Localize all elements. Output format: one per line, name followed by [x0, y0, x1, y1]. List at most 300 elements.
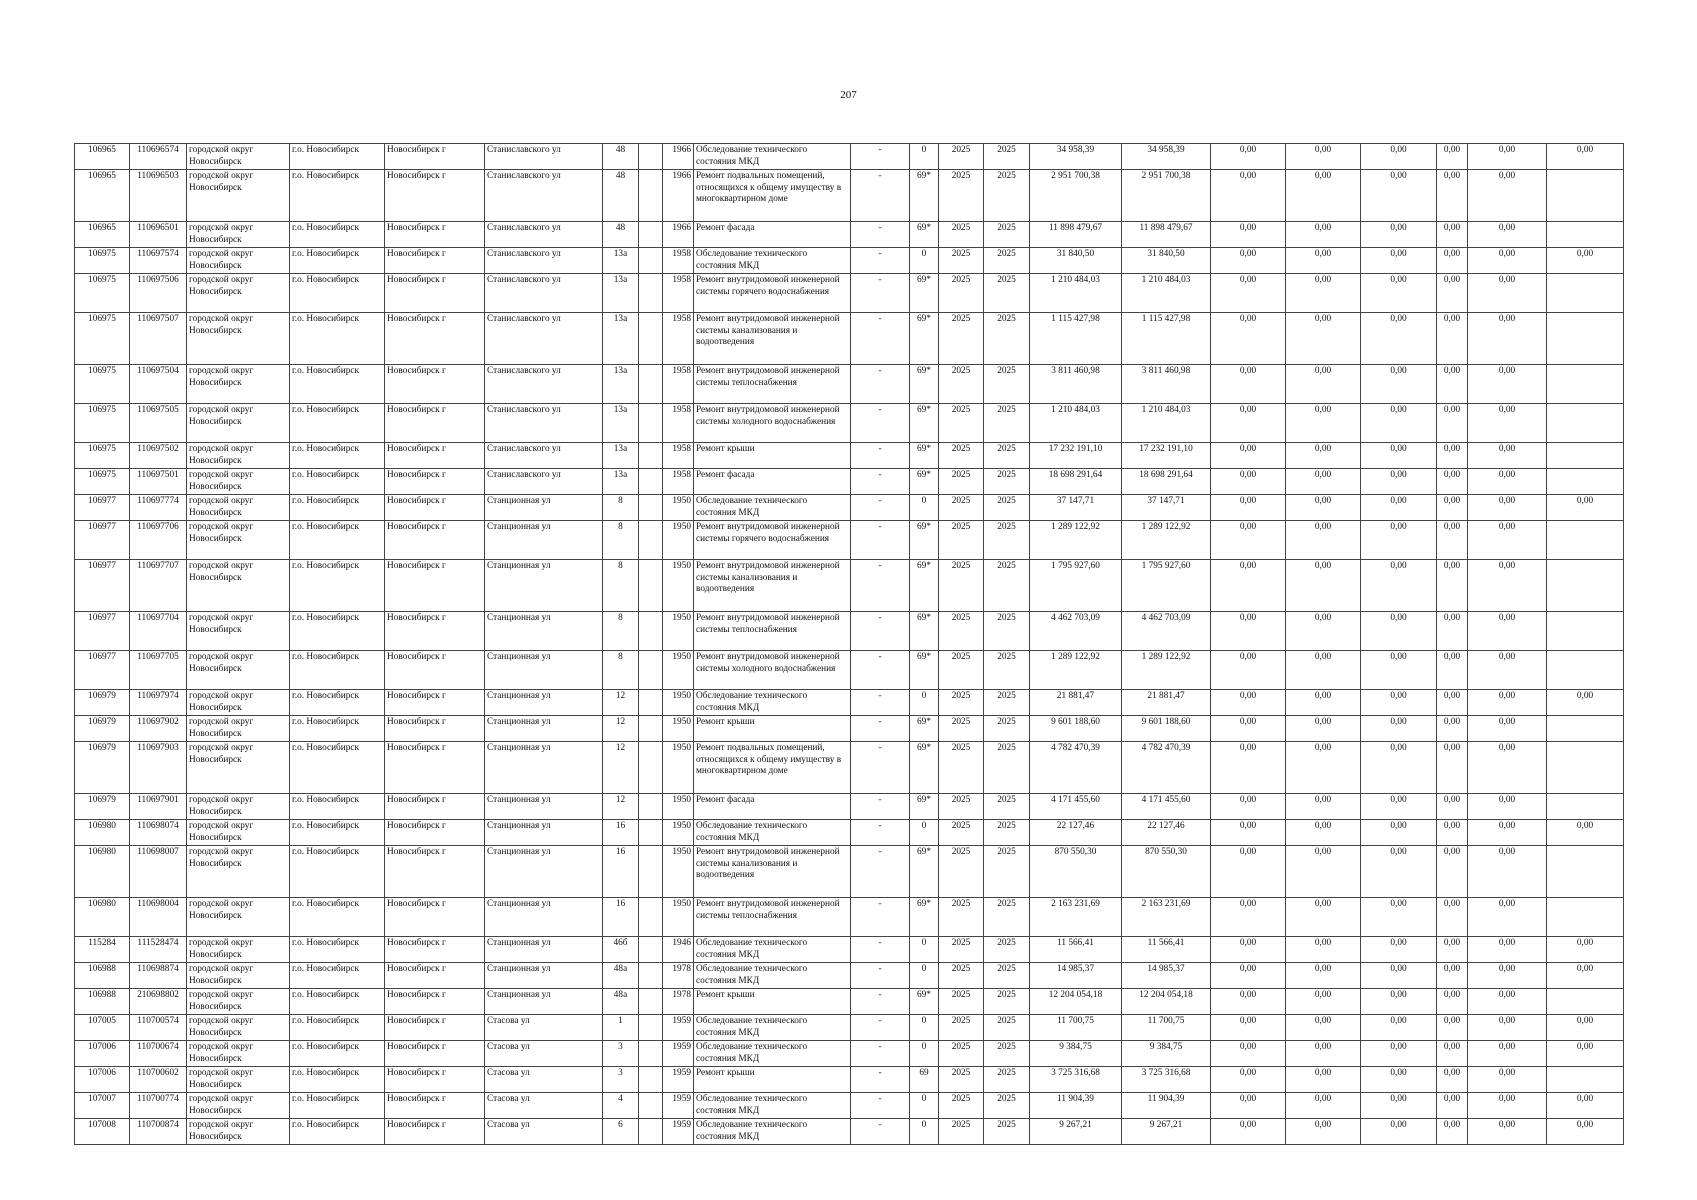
table-row: [75, 365, 1624, 404]
cell-work-id: 110697901: [130, 794, 187, 820]
cell-end-year: 2025: [984, 248, 1030, 274]
table-row: [75, 989, 1624, 1015]
cell-cost-a: 0,00: [1211, 469, 1286, 495]
cell-fund-cost: 870 550,30: [1122, 846, 1211, 898]
cell-house-number: 13а: [603, 248, 639, 274]
cell-work-id: 110696503: [130, 170, 187, 222]
cell-start-year: 2025: [939, 222, 984, 248]
cell-settlement-short: г.о. Новосибирск: [290, 443, 385, 469]
cell-built-year: 1950: [663, 716, 694, 742]
cell-total-cost: 9 267,21: [1030, 1119, 1122, 1145]
cell-building: [639, 612, 663, 651]
cell-house-number: 8: [603, 495, 639, 521]
cell-note: -: [851, 989, 910, 1015]
cell-start-year: 2025: [939, 937, 984, 963]
cell-building: [639, 1015, 663, 1041]
cell-cost-f: 0,00: [1547, 1015, 1624, 1041]
cell-cost-f: 0,00: [1547, 144, 1624, 170]
cell-rate: 69*: [910, 313, 939, 365]
cell-note: -: [851, 742, 910, 794]
cell-street: Стасова ул: [485, 1119, 603, 1145]
cell-house-id: 106975: [75, 248, 130, 274]
cell-cost-c: 0,00: [1361, 742, 1437, 794]
cell-street: Станиславского ул: [485, 248, 603, 274]
cell-building: [639, 1067, 663, 1093]
cell-work-id: 110697774: [130, 495, 187, 521]
cell-cost-a: 0,00: [1211, 1093, 1286, 1119]
cell-end-year: 2025: [984, 690, 1030, 716]
cell-building: [639, 222, 663, 248]
cell-cost-e: 0,00: [1468, 716, 1547, 742]
cell-house-number: 13а: [603, 469, 639, 495]
cell-work-type: Ремонт подвальных помещений, относящихся к общему имуществу в многоквартирном доме: [694, 170, 851, 222]
cell-start-year: 2025: [939, 521, 984, 560]
cell-note: -: [851, 521, 910, 560]
cell-work-type: Ремонт крыши: [694, 443, 851, 469]
cell-cost-b: 0,00: [1286, 898, 1361, 937]
cell-rate: 69*: [910, 651, 939, 690]
cell-house-number: 12: [603, 742, 639, 794]
cell-work-type: Ремонт внутридомовой инженерной системы канализования и водоотведения: [694, 560, 851, 612]
cell-work-type: Ремонт внутридомовой инженерной системы горячего водоснабжения: [694, 521, 851, 560]
cell-house-id: 106980: [75, 846, 130, 898]
cell-rate: 0: [910, 144, 939, 170]
cell-cost-a: 0,00: [1211, 443, 1286, 469]
cell-street: Станционная ул: [485, 612, 603, 651]
cell-cost-b: 0,00: [1286, 170, 1361, 222]
cell-built-year: 1958: [663, 469, 694, 495]
cell-cost-b: 0,00: [1286, 560, 1361, 612]
cell-total-cost: 11 898 479,67: [1030, 222, 1122, 248]
cell-fund-cost: 3 725 316,68: [1122, 1067, 1211, 1093]
cell-cost-f: 0,00: [1547, 1119, 1624, 1145]
cell-total-cost: 4 171 455,60: [1030, 794, 1122, 820]
cell-work-type: Ремонт внутридомовой инженерной системы канализования и водоотведения: [694, 313, 851, 365]
cell-cost-a: 0,00: [1211, 612, 1286, 651]
cell-cost-b: 0,00: [1286, 612, 1361, 651]
cell-cost-d: 0,00: [1437, 1015, 1468, 1041]
table-row: [75, 1119, 1624, 1145]
cell-building: [639, 651, 663, 690]
cell-end-year: 2025: [984, 794, 1030, 820]
cell-cost-f: [1547, 742, 1624, 794]
cell-street: Станиславского ул: [485, 443, 603, 469]
cell-municipality: городской округ Новосибирск: [187, 651, 290, 690]
cell-end-year: 2025: [984, 1041, 1030, 1067]
cell-fund-cost: 4 782 470,39: [1122, 742, 1211, 794]
cell-house-number: 3: [603, 1067, 639, 1093]
cell-settlement: Новосибирск г: [385, 963, 485, 989]
cell-cost-c: 0,00: [1361, 469, 1437, 495]
cell-settlement-short: г.о. Новосибирск: [290, 274, 385, 313]
cell-cost-f: [1547, 521, 1624, 560]
cell-cost-e: 0,00: [1468, 1015, 1547, 1041]
cell-cost-b: 0,00: [1286, 716, 1361, 742]
cell-settlement: Новосибирск г: [385, 222, 485, 248]
cell-cost-f: [1547, 1067, 1624, 1093]
table-body: [75, 144, 1624, 1145]
cell-work-type: Обследование технического состояния МКД: [694, 1015, 851, 1041]
cell-built-year: 1966: [663, 170, 694, 222]
cell-house-id: 107005: [75, 1015, 130, 1041]
cell-settlement-short: г.о. Новосибирск: [290, 937, 385, 963]
cell-work-type: Ремонт фасада: [694, 469, 851, 495]
cell-house-number: 13а: [603, 443, 639, 469]
cell-house-id: 106977: [75, 521, 130, 560]
cell-total-cost: 14 985,37: [1030, 963, 1122, 989]
cell-house-number: 1: [603, 1015, 639, 1041]
cell-municipality: городской округ Новосибирск: [187, 313, 290, 365]
cell-cost-d: 0,00: [1437, 1093, 1468, 1119]
cell-work-type: Ремонт внутридомовой инженерной системы теплоснабжения: [694, 898, 851, 937]
cell-cost-d: 0,00: [1437, 222, 1468, 248]
cell-cost-d: 0,00: [1437, 313, 1468, 365]
cell-building: [639, 365, 663, 404]
cell-house-id: 106975: [75, 443, 130, 469]
cell-end-year: 2025: [984, 313, 1030, 365]
cell-work-type: Ремонт фасада: [694, 794, 851, 820]
cell-cost-a: 0,00: [1211, 742, 1286, 794]
cell-street: Стасова ул: [485, 1093, 603, 1119]
cell-cost-b: 0,00: [1286, 1067, 1361, 1093]
cell-work-type: Обследование технического состояния МКД: [694, 937, 851, 963]
cell-cost-b: 0,00: [1286, 1119, 1361, 1145]
table-row: [75, 222, 1624, 248]
cell-cost-b: 0,00: [1286, 1041, 1361, 1067]
cell-cost-a: 0,00: [1211, 937, 1286, 963]
cell-cost-c: 0,00: [1361, 937, 1437, 963]
cell-cost-e: 0,00: [1468, 1093, 1547, 1119]
cell-settlement-short: г.о. Новосибирск: [290, 1067, 385, 1093]
cell-municipality: городской округ Новосибирск: [187, 937, 290, 963]
cell-cost-a: 0,00: [1211, 560, 1286, 612]
cell-house-number: 48: [603, 170, 639, 222]
cell-note: -: [851, 469, 910, 495]
cell-settlement: Новосибирск г: [385, 521, 485, 560]
cell-fund-cost: 1 210 484,03: [1122, 404, 1211, 443]
cell-cost-f: 0,00: [1547, 495, 1624, 521]
cell-building: [639, 1119, 663, 1145]
cell-start-year: 2025: [939, 469, 984, 495]
cell-end-year: 2025: [984, 274, 1030, 313]
cell-note: -: [851, 404, 910, 443]
cell-fund-cost: 18 698 291,64: [1122, 469, 1211, 495]
cell-cost-d: 0,00: [1437, 404, 1468, 443]
cell-cost-c: 0,00: [1361, 365, 1437, 404]
cell-rate: 0: [910, 495, 939, 521]
cell-house-number: 8: [603, 651, 639, 690]
cell-total-cost: 9 384,75: [1030, 1041, 1122, 1067]
cell-cost-a: 0,00: [1211, 144, 1286, 170]
cell-work-type: Обследование технического состояния МКД: [694, 1093, 851, 1119]
cell-cost-b: 0,00: [1286, 469, 1361, 495]
cell-settlement: Новосибирск г: [385, 1067, 485, 1093]
cell-settlement-short: г.о. Новосибирск: [290, 560, 385, 612]
cell-work-type: Ремонт подвальных помещений, относящихся к общему имуществу в многоквартирном доме: [694, 742, 851, 794]
cell-built-year: 1959: [663, 1093, 694, 1119]
cell-house-number: 48: [603, 222, 639, 248]
cell-cost-d: 0,00: [1437, 742, 1468, 794]
cell-start-year: 2025: [939, 313, 984, 365]
cell-start-year: 2025: [939, 560, 984, 612]
cell-cost-a: 0,00: [1211, 963, 1286, 989]
cell-cost-d: 0,00: [1437, 820, 1468, 846]
cell-cost-a: 0,00: [1211, 222, 1286, 248]
cell-cost-d: 0,00: [1437, 989, 1468, 1015]
cell-cost-f: 0,00: [1547, 1041, 1624, 1067]
cell-end-year: 2025: [984, 170, 1030, 222]
cell-fund-cost: 12 204 054,18: [1122, 989, 1211, 1015]
cell-end-year: 2025: [984, 144, 1030, 170]
cell-work-id: 110698874: [130, 963, 187, 989]
cell-cost-e: 0,00: [1468, 248, 1547, 274]
cell-house-number: 48а: [603, 989, 639, 1015]
cell-fund-cost: 9 384,75: [1122, 1041, 1211, 1067]
cell-note: -: [851, 365, 910, 404]
cell-settlement: Новосибирск г: [385, 716, 485, 742]
cell-settlement: Новосибирск г: [385, 170, 485, 222]
cell-cost-b: 0,00: [1286, 495, 1361, 521]
cell-cost-b: 0,00: [1286, 690, 1361, 716]
cell-municipality: городской округ Новосибирск: [187, 521, 290, 560]
cell-fund-cost: 34 958,39: [1122, 144, 1211, 170]
cell-house-number: 13а: [603, 365, 639, 404]
cell-house-id: 107006: [75, 1067, 130, 1093]
cell-municipality: городской округ Новосибирск: [187, 274, 290, 313]
cell-total-cost: 31 840,50: [1030, 248, 1122, 274]
cell-street: Станционная ул: [485, 495, 603, 521]
cell-house-number: 12: [603, 716, 639, 742]
cell-start-year: 2025: [939, 820, 984, 846]
table-row: [75, 612, 1624, 651]
cell-house-id: 106980: [75, 898, 130, 937]
cell-cost-b: 0,00: [1286, 443, 1361, 469]
cell-cost-b: 0,00: [1286, 222, 1361, 248]
cell-rate: 69: [910, 1067, 939, 1093]
cell-cost-c: 0,00: [1361, 560, 1437, 612]
table-row: [75, 144, 1624, 170]
cell-settlement: Новосибирск г: [385, 820, 485, 846]
cell-cost-e: 0,00: [1468, 1067, 1547, 1093]
cell-cost-d: 0,00: [1437, 560, 1468, 612]
cell-street: Станционная ул: [485, 963, 603, 989]
cell-work-id: 110697507: [130, 313, 187, 365]
cell-building: [639, 1093, 663, 1119]
cell-cost-f: [1547, 274, 1624, 313]
cell-cost-e: 0,00: [1468, 170, 1547, 222]
cell-end-year: 2025: [984, 222, 1030, 248]
cell-start-year: 2025: [939, 274, 984, 313]
cell-built-year: 1950: [663, 521, 694, 560]
cell-cost-c: 0,00: [1361, 690, 1437, 716]
cell-building: [639, 794, 663, 820]
cell-cost-a: 0,00: [1211, 1015, 1286, 1041]
cell-cost-b: 0,00: [1286, 1093, 1361, 1119]
cell-note: -: [851, 651, 910, 690]
cell-start-year: 2025: [939, 495, 984, 521]
cell-cost-c: 0,00: [1361, 989, 1437, 1015]
cell-note: -: [851, 898, 910, 937]
cell-cost-f: [1547, 365, 1624, 404]
cell-start-year: 2025: [939, 716, 984, 742]
cell-settlement: Новосибирск г: [385, 1041, 485, 1067]
cell-municipality: городской округ Новосибирск: [187, 1119, 290, 1145]
cell-municipality: городской округ Новосибирск: [187, 144, 290, 170]
cell-municipality: городской округ Новосибирск: [187, 716, 290, 742]
cell-cost-a: 0,00: [1211, 846, 1286, 898]
cell-cost-a: 0,00: [1211, 495, 1286, 521]
cell-cost-a: 0,00: [1211, 989, 1286, 1015]
cell-building: [639, 443, 663, 469]
cell-cost-f: [1547, 313, 1624, 365]
cell-cost-b: 0,00: [1286, 521, 1361, 560]
cell-cost-e: 0,00: [1468, 495, 1547, 521]
cell-building: [639, 1041, 663, 1067]
cell-start-year: 2025: [939, 248, 984, 274]
cell-cost-c: 0,00: [1361, 404, 1437, 443]
cell-cost-e: 0,00: [1468, 963, 1547, 989]
cell-cost-a: 0,00: [1211, 898, 1286, 937]
cell-work-id: 110697502: [130, 443, 187, 469]
cell-cost-b: 0,00: [1286, 274, 1361, 313]
cell-end-year: 2025: [984, 1093, 1030, 1119]
cell-work-id: 110700574: [130, 1015, 187, 1041]
cell-house-number: 16: [603, 820, 639, 846]
cell-house-number: 46б: [603, 937, 639, 963]
cell-cost-d: 0,00: [1437, 365, 1468, 404]
cell-street: Станционная ул: [485, 820, 603, 846]
cell-built-year: 1958: [663, 248, 694, 274]
cell-municipality: городской округ Новосибирск: [187, 170, 290, 222]
cell-cost-f: 0,00: [1547, 820, 1624, 846]
cell-house-number: 13а: [603, 274, 639, 313]
cell-start-year: 2025: [939, 170, 984, 222]
cell-cost-e: 0,00: [1468, 742, 1547, 794]
cell-settlement-short: г.о. Новосибирск: [290, 612, 385, 651]
cell-cost-d: 0,00: [1437, 469, 1468, 495]
cell-settlement: Новосибирск г: [385, 612, 485, 651]
cell-house-id: 106975: [75, 365, 130, 404]
cell-note: -: [851, 313, 910, 365]
cell-cost-e: 0,00: [1468, 690, 1547, 716]
cell-rate: 69*: [910, 404, 939, 443]
cell-street: Станиславского ул: [485, 170, 603, 222]
cell-municipality: городской округ Новосибирск: [187, 443, 290, 469]
cell-house-id: 106975: [75, 404, 130, 443]
cell-total-cost: 21 881,47: [1030, 690, 1122, 716]
cell-street: Станционная ул: [485, 690, 603, 716]
cell-fund-cost: 11 566,41: [1122, 937, 1211, 963]
cell-end-year: 2025: [984, 963, 1030, 989]
cell-rate: 0: [910, 1041, 939, 1067]
cell-note: -: [851, 690, 910, 716]
cell-settlement-short: г.о. Новосибирск: [290, 820, 385, 846]
cell-work-type: Обследование технического состояния МКД: [694, 144, 851, 170]
cell-settlement: Новосибирск г: [385, 469, 485, 495]
cell-work-id: 110697505: [130, 404, 187, 443]
cell-cost-c: 0,00: [1361, 612, 1437, 651]
cell-house-number: 6: [603, 1119, 639, 1145]
cell-settlement: Новосибирск г: [385, 1015, 485, 1041]
cell-cost-b: 0,00: [1286, 937, 1361, 963]
table-row: [75, 690, 1624, 716]
cell-house-number: 4: [603, 1093, 639, 1119]
cell-work-id: 110697704: [130, 612, 187, 651]
cell-house-number: 16: [603, 846, 639, 898]
cell-cost-a: 0,00: [1211, 690, 1286, 716]
cell-end-year: 2025: [984, 560, 1030, 612]
cell-built-year: 1978: [663, 963, 694, 989]
cell-house-id: 106979: [75, 690, 130, 716]
table-row: [75, 716, 1624, 742]
cell-cost-f: [1547, 716, 1624, 742]
cell-cost-e: 0,00: [1468, 846, 1547, 898]
cell-building: [639, 937, 663, 963]
cell-cost-d: 0,00: [1437, 495, 1468, 521]
cell-building: [639, 560, 663, 612]
cell-total-cost: 34 958,39: [1030, 144, 1122, 170]
cell-house-id: 115284: [75, 937, 130, 963]
cell-total-cost: 11 700,75: [1030, 1015, 1122, 1041]
cell-house-number: 8: [603, 612, 639, 651]
cell-total-cost: 11 904,39: [1030, 1093, 1122, 1119]
cell-start-year: 2025: [939, 794, 984, 820]
cell-note: -: [851, 937, 910, 963]
cell-settlement-short: г.о. Новосибирск: [290, 521, 385, 560]
cell-settlement: Новосибирск г: [385, 898, 485, 937]
cell-cost-f: [1547, 612, 1624, 651]
table-row: [75, 469, 1624, 495]
cell-cost-b: 0,00: [1286, 742, 1361, 794]
cell-end-year: 2025: [984, 989, 1030, 1015]
cell-cost-b: 0,00: [1286, 846, 1361, 898]
cell-street: Станиславского ул: [485, 222, 603, 248]
cell-cost-e: 0,00: [1468, 989, 1547, 1015]
cell-house-id: 107007: [75, 1093, 130, 1119]
cell-work-id: 110697903: [130, 742, 187, 794]
cell-house-id: 106975: [75, 274, 130, 313]
cell-total-cost: 870 550,30: [1030, 846, 1122, 898]
cell-work-id: 110700602: [130, 1067, 187, 1093]
cell-municipality: городской округ Новосибирск: [187, 898, 290, 937]
cell-cost-f: [1547, 469, 1624, 495]
cell-cost-b: 0,00: [1286, 313, 1361, 365]
cell-cost-d: 0,00: [1437, 1119, 1468, 1145]
cell-street: Стасова ул: [485, 1067, 603, 1093]
cell-cost-d: 0,00: [1437, 612, 1468, 651]
cell-fund-cost: 1 289 122,92: [1122, 521, 1211, 560]
cell-building: [639, 963, 663, 989]
cell-cost-a: 0,00: [1211, 651, 1286, 690]
cell-settlement: Новосибирск г: [385, 794, 485, 820]
cell-work-id: 110697504: [130, 365, 187, 404]
cell-municipality: городской округ Новосибирск: [187, 794, 290, 820]
cell-cost-c: 0,00: [1361, 716, 1437, 742]
cell-cost-b: 0,00: [1286, 248, 1361, 274]
cell-building: [639, 313, 663, 365]
cell-cost-d: 0,00: [1437, 1067, 1468, 1093]
cell-building: [639, 469, 663, 495]
cell-total-cost: 12 204 054,18: [1030, 989, 1122, 1015]
cell-built-year: 1958: [663, 274, 694, 313]
cell-start-year: 2025: [939, 846, 984, 898]
cell-rate: 0: [910, 1015, 939, 1041]
cell-work-type: Ремонт внутридомовой инженерной системы теплоснабжения: [694, 365, 851, 404]
cell-fund-cost: 37 147,71: [1122, 495, 1211, 521]
cell-end-year: 2025: [984, 612, 1030, 651]
cell-municipality: городской округ Новосибирск: [187, 404, 290, 443]
cell-rate: 0: [910, 1093, 939, 1119]
